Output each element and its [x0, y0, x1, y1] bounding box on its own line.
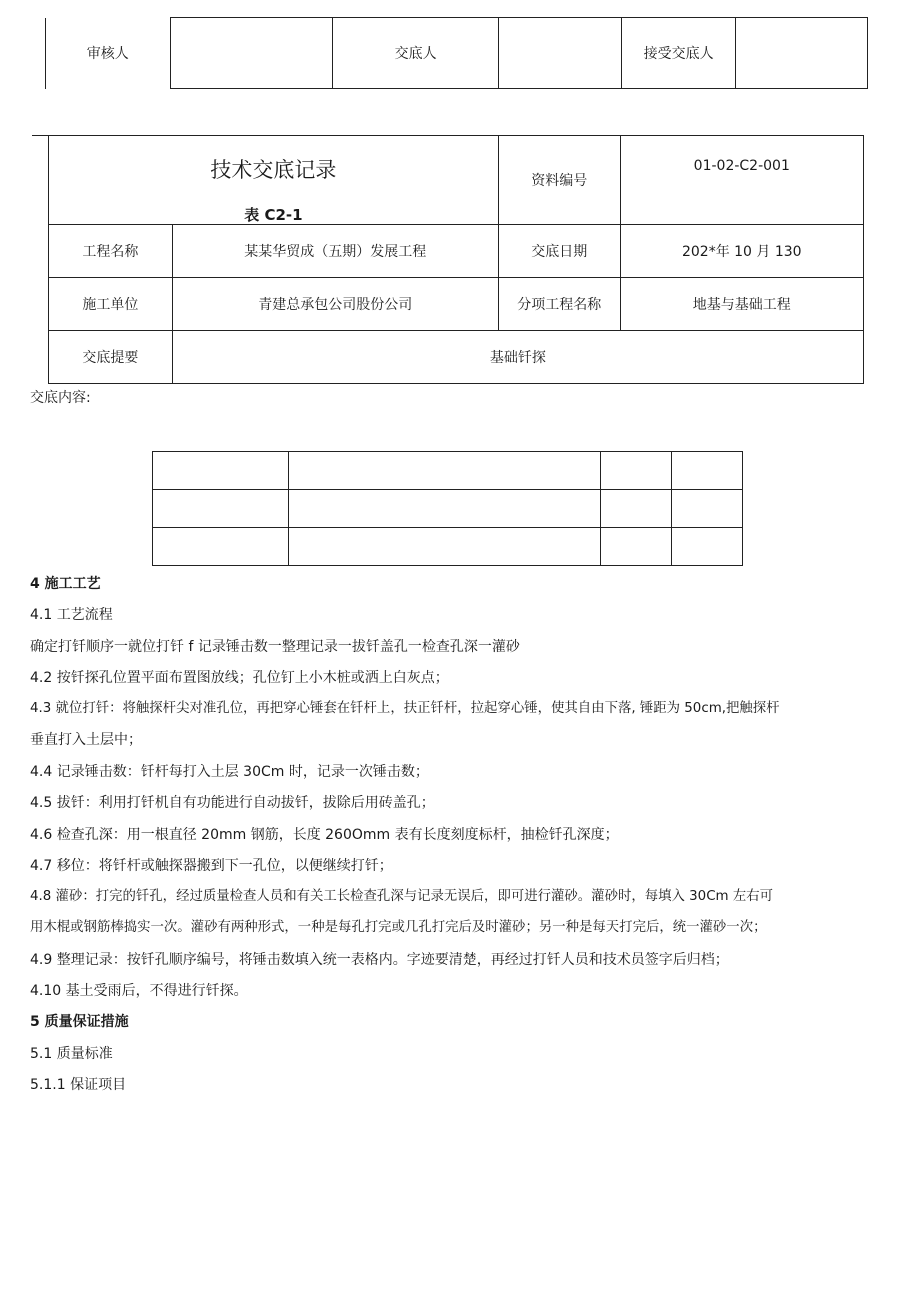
item-4-5: 4.5 拔钎：利用打钎机自有功能进行自动拔钎，拔除后用砖盖孔；: [30, 795, 435, 811]
subproject-label: 分项工程名称: [498, 278, 620, 331]
discloser-field[interactable]: [499, 18, 622, 89]
subproject-value: 地基与基础工程: [620, 278, 863, 331]
title-cell: [49, 136, 499, 225]
item-4-9: 4.9 整理记录：按钎孔顺序编号，将锤击数填入统一表格内。字迹要清楚，再经过打钎人员和技术员签字后归档；: [30, 952, 729, 968]
content-label: 交底内容:: [30, 390, 91, 406]
item-4-7: 4.7 移位：将钎杆或触探器搬到下一孔位，以便继续打钎；: [30, 858, 393, 874]
form-number: 表 C2-1: [244, 206, 303, 224]
process-flow: 确定打钎顺序一就位打钎 f 记录锤击数一整理记录一拔钎盖孔一检查孔深一灌砂: [30, 639, 520, 655]
section-4-heading: 4 施工工艺: [30, 576, 101, 592]
receiver-label: 接受交底人: [621, 18, 736, 89]
grid-cell[interactable]: [289, 528, 601, 566]
item-4-6: 4.6 检查孔深：用一根直径 20mm 钢筋，长度 260Omm 表有长度刻度标杆，抽检钎孔深度；: [30, 827, 619, 843]
item-4-1: 4.1 工艺流程: [30, 607, 113, 623]
item-4-10: 4.10 基土受雨后，不得进行钎探。: [30, 983, 248, 999]
contractor-value: 青建总承包公司股份公司: [172, 278, 498, 331]
summary-label: 交底提要: [49, 331, 173, 384]
grid-cell[interactable]: [153, 528, 289, 566]
item-4-8: 4.8 灌砂：打完的钎孔，经过质量检查人员和有关工长检查孔深与记录无误后，即可进行灌砂。灌砂时，每填入 30Cm 左右可: [30, 889, 774, 904]
reviewer-label: 审核人: [46, 18, 171, 89]
grid-cell[interactable]: [601, 490, 672, 528]
item-5-1-1: 5.1.1 保证项目: [30, 1077, 127, 1093]
grid-cell[interactable]: [153, 452, 289, 490]
discloser-label: 交底人: [332, 18, 498, 89]
item-4-4: 4.4 记录锤击数：钎杆每打入土层 30Cm 时，记录一次锤击数；: [30, 764, 429, 780]
grid-cell[interactable]: [289, 452, 601, 490]
item-4-8-cont: 用木棍或钢筋棒捣实一次。灌砂有两种形式，一种是每孔打完或几孔打完后及时灌砂；另一种是每天打完后，统一灌砂一次；: [30, 920, 767, 935]
grid-cell[interactable]: [289, 490, 601, 528]
item-5-1: 5.1 质量标准: [30, 1046, 113, 1062]
date-label: 交底日期: [498, 225, 620, 278]
blank-grid-table: [152, 451, 743, 566]
receiver-field[interactable]: [736, 18, 868, 89]
grid-cell[interactable]: [672, 528, 743, 566]
item-4-3-cont: 垂直打入土层中；: [30, 732, 142, 748]
grid-cell[interactable]: [601, 452, 672, 490]
contractor-label: 施工单位: [49, 278, 173, 331]
header-rule: [32, 135, 48, 136]
project-name-label: 工程名称: [49, 225, 173, 278]
summary-value: 基础钎探: [172, 331, 863, 384]
disclosure-record-table: [48, 135, 864, 384]
project-name-value: 某某华贸成（五期）发展工程: [172, 225, 498, 278]
item-4-2: 4.2 按钎探孔位置平面布置图放线；孔位钉上小木桩或洒上白灰点；: [30, 670, 449, 686]
grid-cell[interactable]: [153, 490, 289, 528]
grid-cell[interactable]: [601, 528, 672, 566]
grid-cell[interactable]: [672, 490, 743, 528]
reviewer-field[interactable]: [170, 18, 332, 89]
signature-table: [45, 17, 868, 89]
section-5-heading: 5 质量保证措施: [30, 1014, 129, 1030]
date-value: 202*年 10 月 130: [620, 225, 863, 278]
item-4-3: 4.3 就位打钎：将触探杆尖对准孔位，再把穿心锤套在钎杆上，扶正钎杆，拉起穿心锤，使其自由下落, 锤距为 50cm,把触探杆: [30, 701, 780, 716]
doc-no-label: 资料编号: [498, 136, 620, 225]
record-title: 技术交底记录: [210, 158, 337, 182]
doc-no-value: 01-02-C2-001: [620, 136, 863, 225]
grid-cell[interactable]: [672, 452, 743, 490]
